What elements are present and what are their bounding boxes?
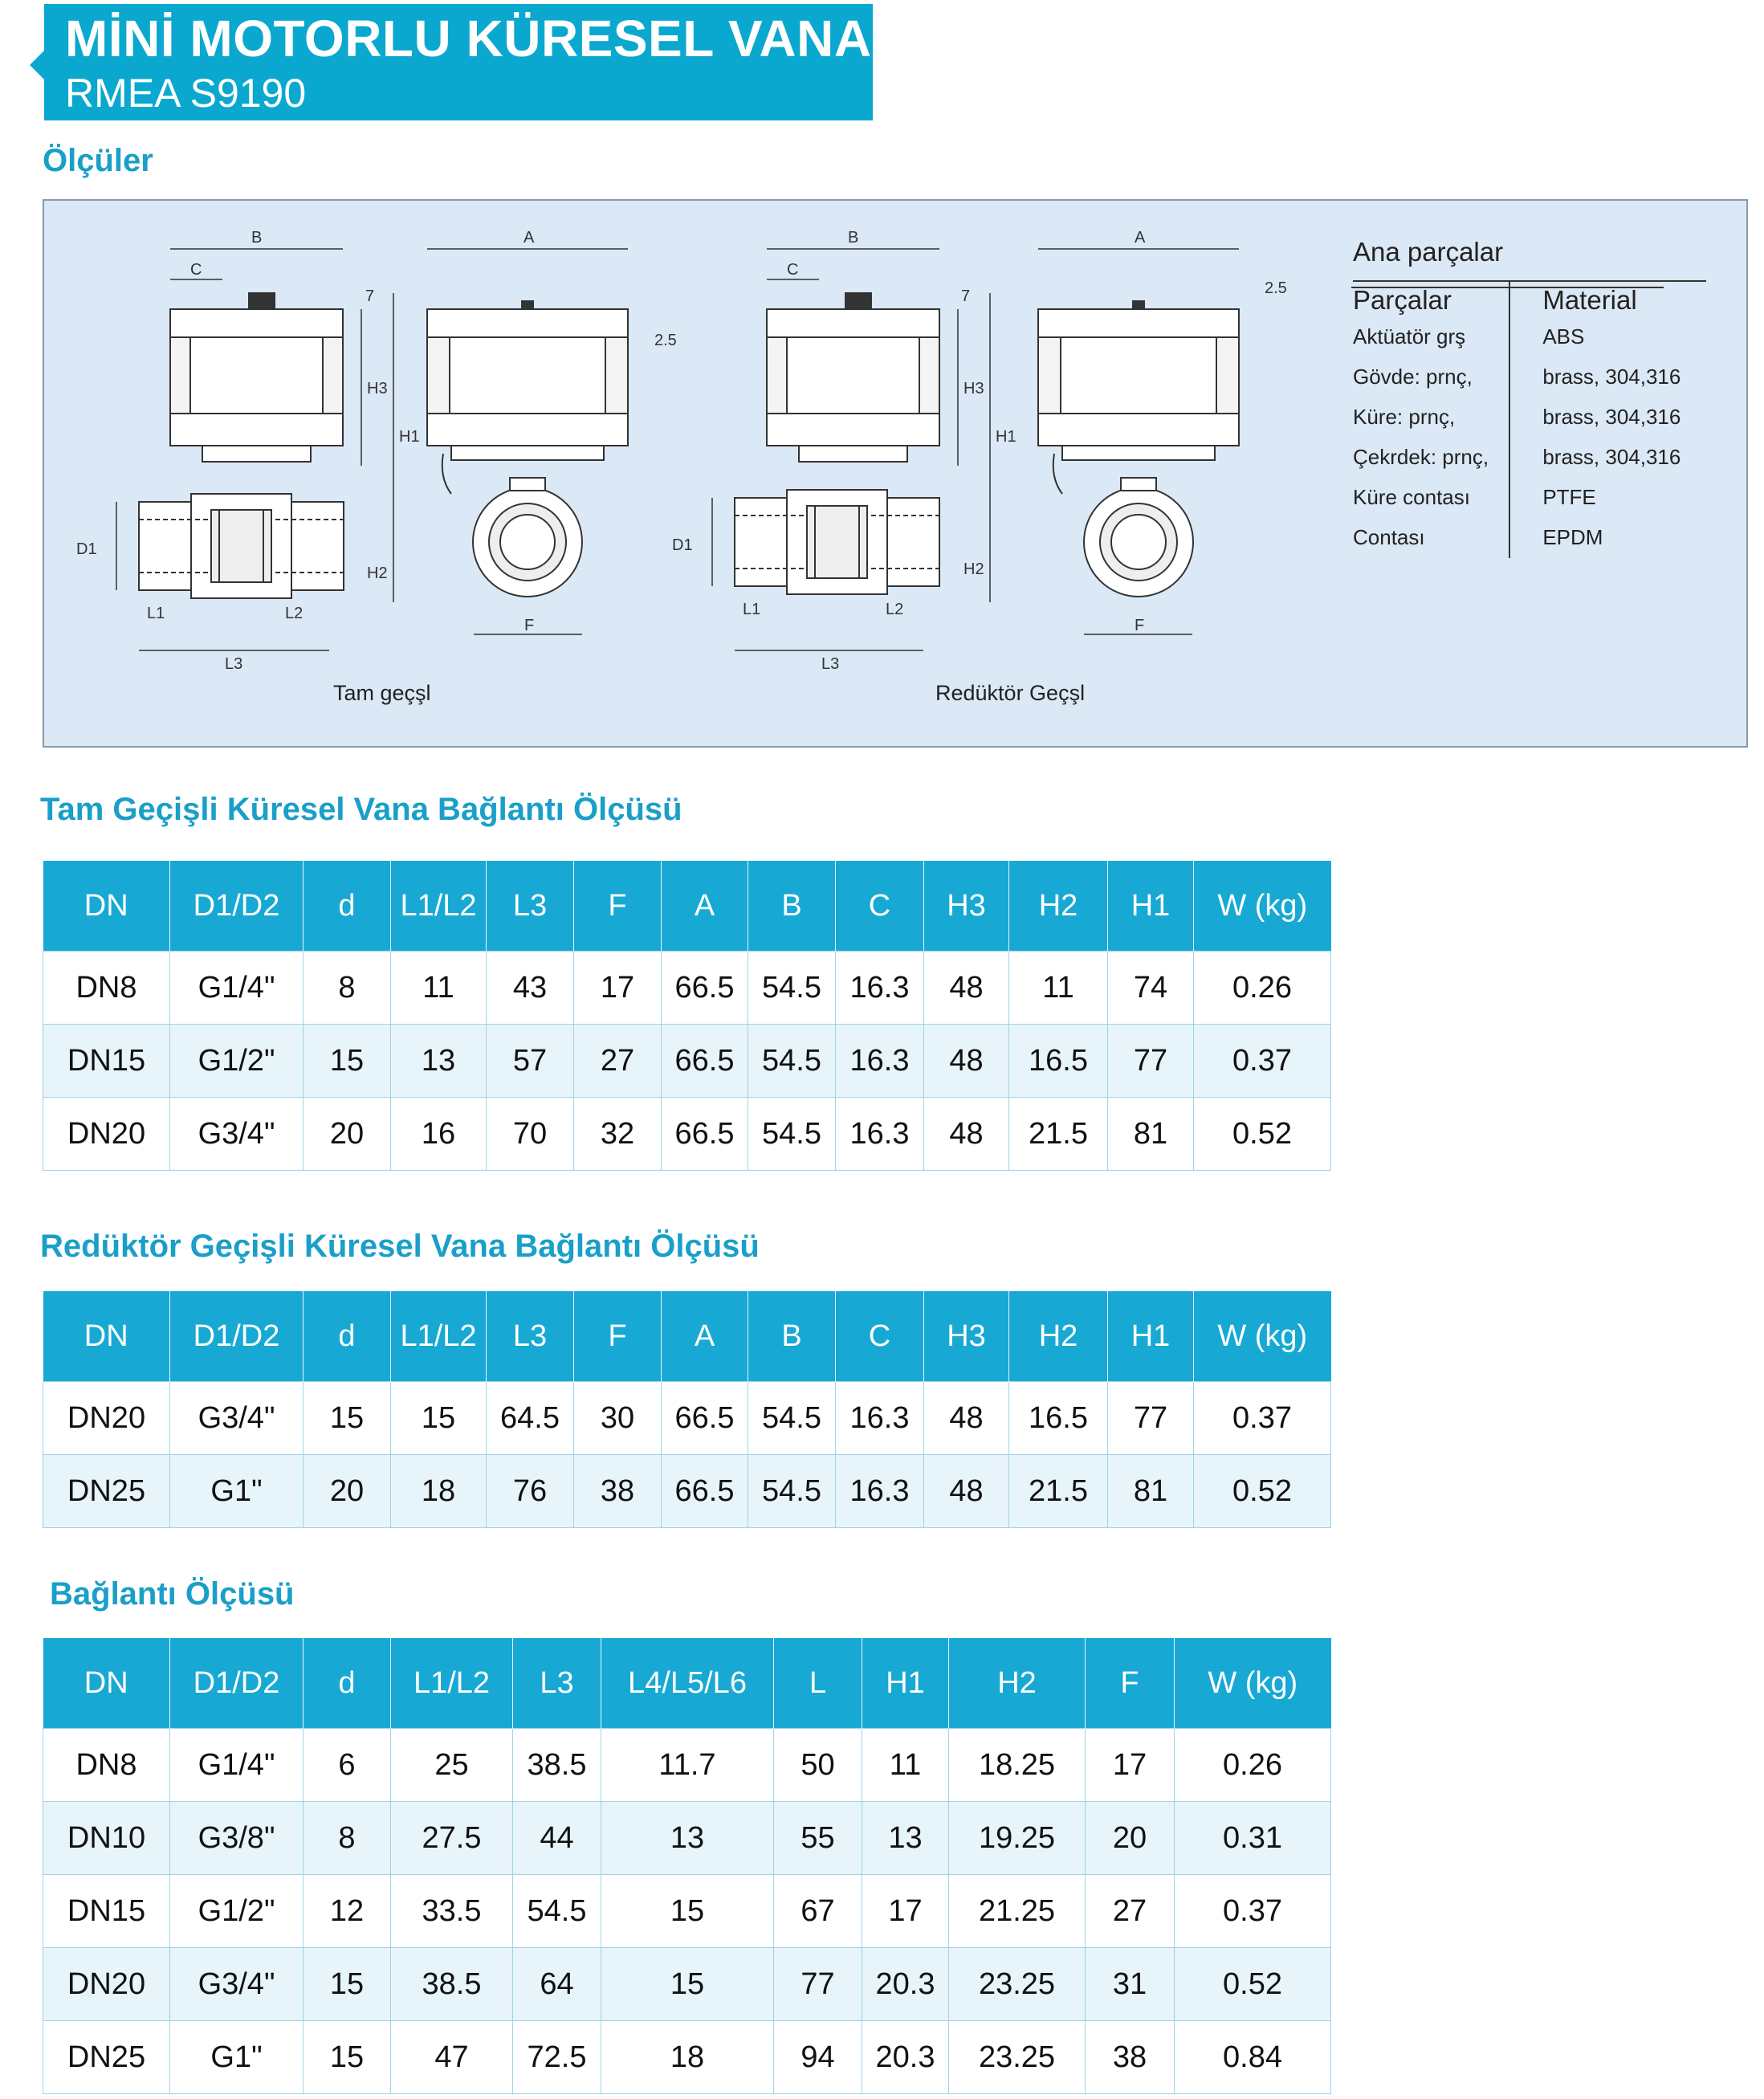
parts-cell-part: Aktüatör grş	[1353, 324, 1466, 348]
caption-reducer: Redüktör Geçşl	[935, 681, 1086, 705]
table-cell: 15	[601, 1875, 774, 1948]
table-reducer	[43, 1291, 1331, 1528]
table-cell: 0.37	[1194, 1382, 1331, 1455]
table-row	[43, 1802, 1331, 1875]
table-cell: DN15	[43, 1875, 170, 1948]
table-row	[43, 2021, 1331, 2094]
table-cell: 11	[862, 1729, 949, 1802]
table-cell: 55	[774, 1802, 862, 1875]
table-cell: 21.5	[1009, 1098, 1108, 1171]
column-header: F	[574, 1291, 662, 1382]
table-cell: G1/2"	[170, 1875, 304, 1948]
table-cell: 76	[487, 1455, 574, 1528]
dimension-drawing-panel	[43, 199, 1748, 748]
parts-cell-material: EPDM	[1509, 518, 1706, 558]
parts-cell-material: brass, 304,316	[1509, 357, 1706, 397]
table-row	[43, 1729, 1331, 1802]
table-row	[43, 1948, 1331, 2021]
section-title-dimensions: Ölçüler	[43, 143, 153, 178]
table-header-row	[43, 1638, 1331, 1729]
table-cell: 18	[391, 1455, 487, 1528]
table-cell: 15	[304, 1948, 391, 2021]
table-cell: DN20	[43, 1948, 170, 2021]
table-cell: 16.5	[1009, 1025, 1108, 1098]
table-cell: 33.5	[391, 1875, 513, 1948]
table-cell: 15	[304, 1382, 391, 1455]
table-cell: 20	[1086, 1802, 1175, 1875]
table-cell: 16.5	[1009, 1382, 1108, 1455]
table-cell: 6	[304, 1729, 391, 1802]
parts-cell-part: Küre contası	[1353, 485, 1470, 509]
caption-full-bore: Tam geçşl	[333, 681, 431, 705]
table-cell: 27	[1086, 1875, 1175, 1948]
table-cell: 70	[487, 1098, 574, 1171]
svg-text:L3: L3	[821, 655, 840, 673]
table-cell: 0.31	[1175, 1802, 1331, 1875]
table-cell: 38	[1086, 2021, 1175, 2094]
column-header: L3	[487, 1291, 574, 1382]
table-cell: 15	[391, 1382, 487, 1455]
svg-text:D1: D1	[672, 536, 693, 554]
table-cell: 16.3	[836, 952, 924, 1025]
parts-row	[1353, 357, 1706, 397]
column-header: d	[304, 1638, 391, 1729]
table-cell: DN20	[43, 1382, 170, 1455]
table-cell: 8	[304, 1802, 391, 1875]
table-cell: 77	[1108, 1382, 1194, 1455]
column-header: H1	[1108, 861, 1194, 952]
table-cell: 15	[304, 1025, 391, 1098]
table-cell: G3/4"	[170, 1382, 304, 1455]
table1-title: Tam Geçişli Küresel Vana Bağlantı Ölçüsü	[40, 792, 682, 827]
column-header: H3	[924, 861, 1009, 952]
table-cell: 0.26	[1175, 1729, 1331, 1802]
table-row	[43, 1382, 1331, 1455]
table-cell: 15	[304, 2021, 391, 2094]
table-cell: 11.7	[601, 1729, 774, 1802]
banner-notch	[30, 51, 44, 79]
parts-row	[1353, 478, 1706, 518]
table-cell: DN25	[43, 2021, 170, 2094]
svg-text:7: 7	[365, 287, 375, 305]
column-header: DN	[43, 861, 170, 952]
table-cell: 0.52	[1194, 1098, 1331, 1171]
table-cell: 16.3	[836, 1455, 924, 1528]
svg-text:C: C	[190, 261, 202, 279]
parts-cell-material: PTFE	[1509, 478, 1706, 518]
parts-title: Ana parçalar	[1353, 237, 1504, 267]
table-cell: G1"	[170, 2021, 304, 2094]
table-cell: 17	[1086, 1729, 1175, 1802]
svg-text:L2: L2	[285, 605, 304, 622]
table-cell: 11	[1009, 952, 1108, 1025]
table-cell: 72.5	[513, 2021, 601, 2094]
svg-text:7: 7	[961, 287, 971, 305]
column-header: L1/L2	[391, 1291, 487, 1382]
table-cell: 20.3	[862, 2021, 949, 2094]
page-title: MİNİ MOTORLU KÜRESEL VANA	[65, 10, 872, 67]
table-cell: G3/4"	[170, 1948, 304, 2021]
table-cell: 54.5	[748, 1098, 836, 1171]
table-cell: 48	[924, 1382, 1009, 1455]
table-cell: 18.25	[949, 1729, 1086, 1802]
column-header: C	[836, 861, 924, 952]
table-cell: 0.37	[1175, 1875, 1331, 1948]
table-cell: 16	[391, 1098, 487, 1171]
table-header-row	[43, 1291, 1331, 1382]
column-header: L3	[487, 861, 574, 952]
column-header: A	[662, 861, 748, 952]
table-cell: 81	[1108, 1455, 1194, 1528]
parts-table	[1353, 280, 1706, 558]
table-cell: 17	[862, 1875, 949, 1948]
svg-text:B: B	[251, 229, 263, 247]
table-cell: DN20	[43, 1098, 170, 1171]
table-cell: 13	[862, 1802, 949, 1875]
table-cell: 64	[513, 1948, 601, 2021]
svg-text:F: F	[524, 617, 535, 634]
svg-text:2.5: 2.5	[654, 332, 677, 349]
table3-title: Bağlantı Ölçüsü	[50, 1576, 295, 1612]
table-cell: 66.5	[662, 1025, 748, 1098]
parts-cell-part: Gövde: prnç,	[1353, 365, 1473, 389]
table-cell: 54.5	[748, 1025, 836, 1098]
table-cell: 23.25	[949, 1948, 1086, 2021]
column-header: W (kg)	[1194, 861, 1331, 952]
svg-text:B: B	[848, 229, 859, 247]
table-cell: 48	[924, 1455, 1009, 1528]
svg-text:L2: L2	[886, 601, 904, 618]
parts-header-material: Material	[1509, 281, 1706, 317]
svg-text:H3: H3	[963, 380, 984, 397]
column-header: H2	[1009, 1291, 1108, 1382]
table-cell: 0.52	[1175, 1948, 1331, 2021]
table-cell: 57	[487, 1025, 574, 1098]
table-cell: 31	[1086, 1948, 1175, 2021]
table-cell: 81	[1108, 1098, 1194, 1171]
parts-row	[1353, 397, 1706, 438]
table-cell: 25	[391, 1729, 513, 1802]
page-subtitle: RMEA S9190	[65, 71, 307, 116]
parts-header-part: Parçalar	[1353, 281, 1509, 317]
header-banner	[44, 4, 873, 120]
table-cell: 16.3	[836, 1098, 924, 1171]
table-cell: 67	[774, 1875, 862, 1948]
table-cell: 47	[391, 2021, 513, 2094]
table-cell: 54.5	[748, 1382, 836, 1455]
table-cell: 13	[391, 1025, 487, 1098]
column-header: D1/D2	[170, 1291, 304, 1382]
table-cell: 66.5	[662, 952, 748, 1025]
table-header-row	[43, 861, 1331, 952]
table-row	[43, 1875, 1331, 1948]
table-cell: 21.25	[949, 1875, 1086, 1948]
table-cell: 38.5	[513, 1729, 601, 1802]
table-cell: 13	[601, 1802, 774, 1875]
column-header: L3	[513, 1638, 601, 1729]
table-cell: 20	[304, 1098, 391, 1171]
column-header: H1	[1108, 1291, 1194, 1382]
column-header: B	[748, 861, 836, 952]
table-cell: DN15	[43, 1025, 170, 1098]
table-cell: 94	[774, 2021, 862, 2094]
table-cell: 54.5	[748, 952, 836, 1025]
column-header: d	[304, 861, 391, 952]
table-cell: DN25	[43, 1455, 170, 1528]
table-cell: 74	[1108, 952, 1194, 1025]
table-cell: 11	[391, 952, 487, 1025]
table-cell: DN10	[43, 1802, 170, 1875]
table-row	[43, 1025, 1331, 1098]
table-cell: 54.5	[748, 1455, 836, 1528]
table-cell: 16.3	[836, 1382, 924, 1455]
table-cell: 43	[487, 952, 574, 1025]
table-cell: 27.5	[391, 1802, 513, 1875]
table-cell: 20	[304, 1455, 391, 1528]
parts-list	[1353, 237, 1706, 558]
column-header: d	[304, 1291, 391, 1382]
table-cell: 48	[924, 952, 1009, 1025]
parts-row	[1353, 518, 1706, 558]
table-cell: 77	[774, 1948, 862, 2021]
svg-text:A: A	[523, 229, 535, 247]
table-cell: G1/2"	[170, 1025, 304, 1098]
column-header: DN	[43, 1291, 170, 1382]
parts-row	[1353, 317, 1706, 357]
table-cell: 12	[304, 1875, 391, 1948]
table-cell: 23.25	[949, 2021, 1086, 2094]
table-cell: 0.84	[1175, 2021, 1331, 2094]
table-row	[43, 952, 1331, 1025]
table-cell: 19.25	[949, 1802, 1086, 1875]
column-header: F	[574, 861, 662, 952]
table-cell: 48	[924, 1025, 1009, 1098]
column-header: F	[1086, 1638, 1175, 1729]
column-header: L1/L2	[391, 1638, 513, 1729]
table-cell: 77	[1108, 1025, 1194, 1098]
parts-cell-material: brass, 304,316	[1509, 397, 1706, 438]
svg-text:D1: D1	[76, 540, 97, 558]
column-header: A	[662, 1291, 748, 1382]
column-header: D1/D2	[170, 861, 304, 952]
table-cell: 48	[924, 1098, 1009, 1171]
table-connection	[43, 1638, 1331, 2094]
table-cell: 16.3	[836, 1025, 924, 1098]
table-cell: 17	[574, 952, 662, 1025]
parts-cell-material: brass, 304,316	[1509, 438, 1706, 478]
table-row	[43, 1455, 1331, 1528]
parts-cell-part: Küre: prnç,	[1353, 405, 1456, 429]
parts-cell-part: Çekrdek: prnç,	[1353, 445, 1489, 469]
column-header: H1	[862, 1638, 949, 1729]
column-header: W (kg)	[1175, 1638, 1331, 1729]
parts-cell-material: ABS	[1509, 317, 1706, 357]
table-cell: 66.5	[662, 1382, 748, 1455]
table-cell: 27	[574, 1025, 662, 1098]
svg-text:A: A	[1135, 229, 1146, 247]
column-header: H3	[924, 1291, 1009, 1382]
table-cell: 38	[574, 1455, 662, 1528]
table-cell: G3/4"	[170, 1098, 304, 1171]
table-cell: 21.5	[1009, 1455, 1108, 1528]
column-header: L4/L5/L6	[601, 1638, 774, 1729]
column-header: B	[748, 1291, 836, 1382]
svg-text:H3: H3	[367, 380, 388, 397]
table-cell: DN8	[43, 1729, 170, 1802]
table-full-bore	[43, 861, 1331, 1171]
column-header: L	[774, 1638, 862, 1729]
column-header: D1/D2	[170, 1638, 304, 1729]
column-header: DN	[43, 1638, 170, 1729]
svg-text:L1: L1	[147, 605, 165, 622]
table-cell: 0.37	[1194, 1025, 1331, 1098]
table-cell: 38.5	[391, 1948, 513, 2021]
svg-text:2.5: 2.5	[1265, 279, 1287, 297]
column-header: C	[836, 1291, 924, 1382]
table-cell: 66.5	[662, 1098, 748, 1171]
svg-text:C: C	[787, 261, 799, 279]
column-header: L1/L2	[391, 861, 487, 952]
table-cell: 20.3	[862, 1948, 949, 2021]
table-cell: G1/4"	[170, 952, 304, 1025]
svg-text:H2: H2	[367, 564, 388, 582]
table-cell: G1"	[170, 1455, 304, 1528]
parts-cell-part: Contası	[1353, 525, 1425, 549]
table-cell: 8	[304, 952, 391, 1025]
svg-text:L3: L3	[225, 655, 243, 673]
table-cell: DN8	[43, 952, 170, 1025]
column-header: H2	[1009, 861, 1108, 952]
svg-text:H1: H1	[996, 428, 1016, 446]
table-row	[43, 1098, 1331, 1171]
table-cell: 44	[513, 1802, 601, 1875]
table-cell: 0.52	[1194, 1455, 1331, 1528]
svg-text:F: F	[1135, 617, 1145, 634]
table-cell: 15	[601, 1948, 774, 2021]
svg-text:L1: L1	[743, 601, 761, 618]
table-cell: 50	[774, 1729, 862, 1802]
parts-row	[1353, 438, 1706, 478]
column-header: H2	[949, 1638, 1086, 1729]
table-cell: G1/4"	[170, 1729, 304, 1802]
table-cell: 32	[574, 1098, 662, 1171]
table-cell: 64.5	[487, 1382, 574, 1455]
table-cell: G3/8"	[170, 1802, 304, 1875]
table-cell: 66.5	[662, 1455, 748, 1528]
svg-text:H1: H1	[399, 428, 420, 446]
table-cell: 18	[601, 2021, 774, 2094]
table-cell: 30	[574, 1382, 662, 1455]
column-header: W (kg)	[1194, 1291, 1331, 1382]
table-cell: 54.5	[513, 1875, 601, 1948]
table2-title: Redüktör Geçişli Küresel Vana Bağlantı Ölçüsü	[40, 1229, 760, 1264]
svg-text:H2: H2	[963, 560, 984, 578]
table-cell: 0.26	[1194, 952, 1331, 1025]
